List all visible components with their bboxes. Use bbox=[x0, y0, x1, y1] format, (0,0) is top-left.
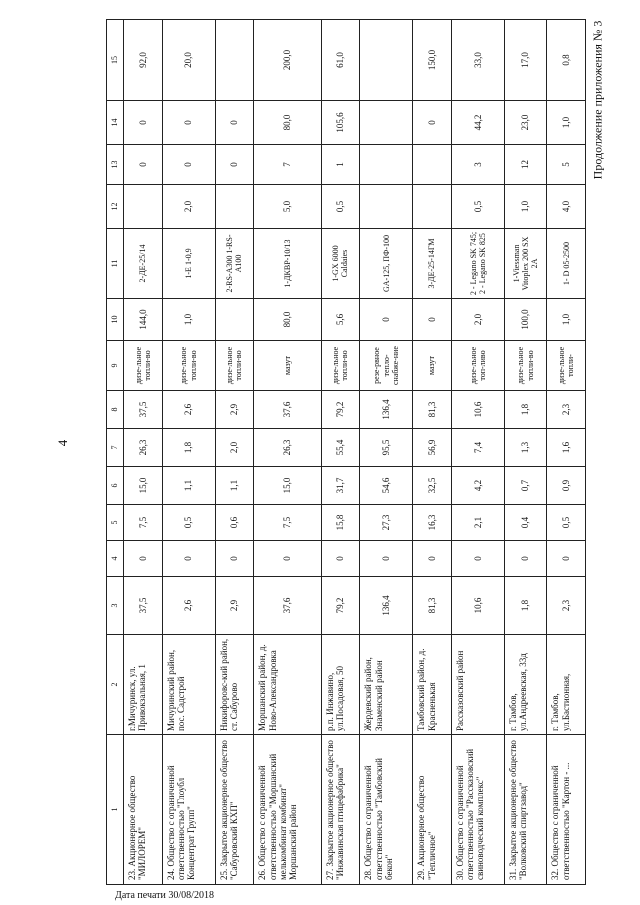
table-cell: 61,0 bbox=[321, 20, 360, 101]
table-cell: дизе-льное топли- bbox=[547, 341, 586, 391]
table-cell bbox=[215, 185, 254, 229]
table-row bbox=[162, 20, 215, 885]
table-cell: 0 bbox=[413, 541, 452, 577]
table-cell: 200,0 bbox=[254, 20, 321, 101]
table-cell: 144,0 bbox=[124, 299, 163, 341]
table-cell: GA-125, ПФ-100 bbox=[360, 229, 413, 299]
print-date: Дата печати 30/08/2018 bbox=[115, 890, 214, 901]
table-cell: 1,6 bbox=[547, 429, 586, 467]
data-table bbox=[106, 19, 586, 885]
table-cell bbox=[215, 20, 254, 101]
column-header: 3 bbox=[107, 577, 124, 635]
table-cell: 1,8 bbox=[162, 429, 215, 467]
table-header-row bbox=[107, 20, 124, 885]
table-cell: 0 bbox=[413, 101, 452, 145]
table-cell bbox=[360, 185, 413, 229]
table-cell: дизе-льное топли-во bbox=[124, 341, 163, 391]
column-header: 7 bbox=[107, 429, 124, 467]
table-cell: 0 bbox=[124, 541, 163, 577]
table-cell: 27,3 bbox=[360, 505, 413, 541]
table-cell: 4,0 bbox=[547, 185, 586, 229]
column-header: 14 bbox=[107, 101, 124, 145]
table-cell: 1- D 05-2500 bbox=[547, 229, 586, 299]
table-cell: 24. Общество с ограниченной ответственностью "Глоубл Концентрат Групп" bbox=[162, 735, 215, 885]
table-cell: 0 bbox=[124, 101, 163, 145]
table-cell: 15,0 bbox=[124, 467, 163, 505]
table-cell: 0 bbox=[215, 145, 254, 185]
table-cell: 15,0 bbox=[254, 467, 321, 505]
column-header: 12 bbox=[107, 185, 124, 229]
table-cell: 30. Общество с ограниченной ответственностью "Рассказовский свиноводческий комплекс" bbox=[451, 735, 504, 885]
table-cell: 0 bbox=[215, 541, 254, 577]
table-cell: 0,5 bbox=[451, 185, 504, 229]
column-header: 1 bbox=[107, 735, 124, 885]
table-cell: Рассказовский район bbox=[451, 635, 504, 735]
table-cell: 136,4 bbox=[360, 577, 413, 635]
table-cell: 7 bbox=[254, 145, 321, 185]
table-cell: 1,0 bbox=[547, 299, 586, 341]
table-cell: мазут bbox=[413, 341, 452, 391]
table-cell: 25. Закрытое акционерное общество "Сабуровский КХП" bbox=[215, 735, 254, 885]
table-cell: 7,5 bbox=[124, 505, 163, 541]
table-cell: 4,2 bbox=[451, 467, 504, 505]
table-cell: 1-Viessman Vitoplex 200 SX 2A bbox=[504, 229, 547, 299]
table-cell: 2-ДЕ-25/14 bbox=[124, 229, 163, 299]
page-number: 4 bbox=[55, 439, 70, 447]
table-cell: 26,3 bbox=[124, 429, 163, 467]
table-cell: 1,1 bbox=[162, 467, 215, 505]
rotated-table-container bbox=[106, 20, 586, 885]
table-row bbox=[360, 20, 413, 885]
table-cell: 79,2 bbox=[321, 391, 360, 429]
table-row bbox=[321, 20, 360, 885]
table-cell bbox=[413, 185, 452, 229]
table-cell bbox=[360, 20, 413, 101]
table-cell: 29. Акционерное общество "Тепличное" bbox=[413, 735, 452, 885]
table-cell: 12 bbox=[504, 145, 547, 185]
table-cell: 0 bbox=[162, 145, 215, 185]
table-cell: 79,2 bbox=[321, 577, 360, 635]
table-cell: 37,6 bbox=[254, 391, 321, 429]
table-cell bbox=[360, 145, 413, 185]
table-row bbox=[124, 20, 163, 885]
table-cell: 0 bbox=[124, 145, 163, 185]
column-header: 6 bbox=[107, 467, 124, 505]
column-header: 8 bbox=[107, 391, 124, 429]
table-cell: 2,3 bbox=[547, 577, 586, 635]
table-row bbox=[215, 20, 254, 885]
table-cell: Тамбовский район, д. Красненькая bbox=[413, 635, 452, 735]
table-cell: 2 - Legano SK 745; 2 - Legano SK 825 bbox=[451, 229, 504, 299]
table-cell: 81,3 bbox=[413, 391, 452, 429]
table-cell: 1,0 bbox=[547, 101, 586, 145]
table-cell: 0,5 bbox=[321, 185, 360, 229]
table-cell bbox=[124, 185, 163, 229]
table-cell: 0 bbox=[162, 541, 215, 577]
table-cell: Моршанский район, д. Ново-Александровка bbox=[254, 635, 321, 735]
table-cell: 80,0 bbox=[254, 101, 321, 145]
column-header: 9 bbox=[107, 341, 124, 391]
table-row bbox=[451, 20, 504, 885]
table-cell: 0 bbox=[504, 541, 547, 577]
table-cell: г. Тамбов, ул.Андреевская, 33д bbox=[504, 635, 547, 735]
table-cell: 0 bbox=[547, 541, 586, 577]
table-cell: 80,0 bbox=[254, 299, 321, 341]
table-cell: 28. Общество с ограниченной ответственностью "Тамбовский бекон" bbox=[360, 735, 413, 885]
table-cell: 16,3 bbox=[413, 505, 452, 541]
table-cell: 2,0 bbox=[162, 185, 215, 229]
table-cell: Мичуринский район, пос. Садстрой bbox=[162, 635, 215, 735]
table-cell: 44,2 bbox=[451, 101, 504, 145]
table-cell: 32,5 bbox=[413, 467, 452, 505]
table-cell: 0,9 bbox=[547, 467, 586, 505]
table-cell: 81,3 bbox=[413, 577, 452, 635]
table-cell: 0 bbox=[321, 541, 360, 577]
table-row bbox=[504, 20, 547, 885]
table-cell: 100,0 bbox=[504, 299, 547, 341]
column-header: 10 bbox=[107, 299, 124, 341]
table-cell: резе-рвное тепло-снабже-ние bbox=[360, 341, 413, 391]
table-cell: 2,3 bbox=[547, 391, 586, 429]
table-cell: 136,4 bbox=[360, 391, 413, 429]
column-header: 15 bbox=[107, 20, 124, 101]
table-cell: Жердевский район, Знаменский район bbox=[360, 635, 413, 735]
table-cell: 26. Общество с ограниченной ответственностью "Моршанский мелькомбинат комбинат" Моршанский район bbox=[254, 735, 321, 885]
table-cell: 23,0 bbox=[504, 101, 547, 145]
table-cell: 15,8 bbox=[321, 505, 360, 541]
table-cell: 1,0 bbox=[504, 185, 547, 229]
table-cell: дизе-льное топли-во bbox=[321, 341, 360, 391]
table-cell: 37,5 bbox=[124, 577, 163, 635]
column-header: 5 bbox=[107, 505, 124, 541]
table-cell: 3-ДЕ-25-14ГМ bbox=[413, 229, 452, 299]
table-cell: 1-ДКВР-10/13 bbox=[254, 229, 321, 299]
table-cell: 0,6 bbox=[215, 505, 254, 541]
table-cell: 92,0 bbox=[124, 20, 163, 101]
table-cell: 0 bbox=[360, 541, 413, 577]
table-cell: 7,5 bbox=[254, 505, 321, 541]
table-cell: 1-GX 6000 Caldaies bbox=[321, 229, 360, 299]
table-cell: 37,5 bbox=[124, 391, 163, 429]
table-cell: 17,0 bbox=[504, 20, 547, 101]
table-row bbox=[413, 20, 452, 885]
table-cell: 0 bbox=[451, 541, 504, 577]
table-cell: 1 bbox=[321, 145, 360, 185]
table-cell: 2,9 bbox=[215, 577, 254, 635]
table-cell: 5,6 bbox=[321, 299, 360, 341]
table-cell: 31. Закрытое акционерное общество "Волковский спиртзавод" bbox=[504, 735, 547, 885]
table-cell: мазут bbox=[254, 341, 321, 391]
table-cell: 1,0 bbox=[162, 299, 215, 341]
column-header: 2 bbox=[107, 635, 124, 735]
table-cell: 2,0 bbox=[215, 429, 254, 467]
table-cell: 1,8 bbox=[504, 391, 547, 429]
table-cell: 2,6 bbox=[162, 577, 215, 635]
table-cell: 23. Акционерное общество "МИЛОРЕМ" bbox=[124, 735, 163, 885]
table-cell: г. Тамбов, ул.Бастионная, bbox=[547, 635, 586, 735]
table-cell: 3 bbox=[451, 145, 504, 185]
column-header: 4 bbox=[107, 541, 124, 577]
table-cell: 0 bbox=[413, 299, 452, 341]
table-cell: 7,4 bbox=[451, 429, 504, 467]
table-cell: 33,0 bbox=[451, 20, 504, 101]
table-cell bbox=[413, 145, 452, 185]
table-cell: Никифоровс-кий район, ст. Сабурово bbox=[215, 635, 254, 735]
table-cell bbox=[360, 101, 413, 145]
table-row bbox=[254, 20, 321, 885]
table-cell: 54,6 bbox=[360, 467, 413, 505]
column-header: 13 bbox=[107, 145, 124, 185]
table-cell: 0 bbox=[162, 101, 215, 145]
column-header: 11 bbox=[107, 229, 124, 299]
table-cell: р.п. Инжавино, ул.Посадовая, 50 bbox=[321, 635, 360, 735]
table-cell: дизе-льное топли-во bbox=[162, 341, 215, 391]
table-cell: 1-E 1-0,9 bbox=[162, 229, 215, 299]
table-cell: 1,8 bbox=[504, 577, 547, 635]
table-cell: г.Мичуринск, ул. Привокзальная, 1 bbox=[124, 635, 163, 735]
table-cell: 1,3 bbox=[504, 429, 547, 467]
table-cell: 55,4 bbox=[321, 429, 360, 467]
table-cell: 0 bbox=[215, 101, 254, 145]
table-cell: 0,7 bbox=[504, 467, 547, 505]
table-cell: 2,6 bbox=[162, 391, 215, 429]
table-cell: 10,6 bbox=[451, 391, 504, 429]
table-cell: 26,3 bbox=[254, 429, 321, 467]
table-cell: 2-RS-A300 1-RS-A100 bbox=[215, 229, 254, 299]
table-cell: 0,8 bbox=[547, 20, 586, 101]
table-cell: 1,1 bbox=[215, 467, 254, 505]
table-cell: 37,6 bbox=[254, 577, 321, 635]
table-cell: 95,5 bbox=[360, 429, 413, 467]
table-cell: 105,6 bbox=[321, 101, 360, 145]
table-cell: 32. Общество с ограниченной ответственностью "Картон - ... bbox=[547, 735, 586, 885]
table-cell: 5,0 bbox=[254, 185, 321, 229]
appendix-title: Продолжение приложения № 3 bbox=[590, 20, 605, 180]
table-cell: дизе-льное топли-во bbox=[215, 341, 254, 391]
table-cell: 27. Закрытое акционерное общество "Инжавинская птицефабрика" bbox=[321, 735, 360, 885]
table-cell: дизе-льное топ-ливо bbox=[451, 341, 504, 391]
table-cell bbox=[215, 299, 254, 341]
table-cell: 10,6 bbox=[451, 577, 504, 635]
table-cell: 0,5 bbox=[162, 505, 215, 541]
table-cell: 31,7 bbox=[321, 467, 360, 505]
table-cell: дизе-льное топли-во bbox=[504, 341, 547, 391]
table-cell: 0,4 bbox=[504, 505, 547, 541]
table-cell: 20,0 bbox=[162, 20, 215, 101]
table-cell: 2,1 bbox=[451, 505, 504, 541]
table-cell: 0 bbox=[254, 541, 321, 577]
table-cell: 150,0 bbox=[413, 20, 452, 101]
table-cell: 0 bbox=[360, 299, 413, 341]
table-cell: 56,9 bbox=[413, 429, 452, 467]
table-row bbox=[547, 20, 586, 885]
table-cell: 5 bbox=[547, 145, 586, 185]
table-cell: 0,5 bbox=[547, 505, 586, 541]
table-cell: 2,9 bbox=[215, 391, 254, 429]
table-cell: 2,0 bbox=[451, 299, 504, 341]
